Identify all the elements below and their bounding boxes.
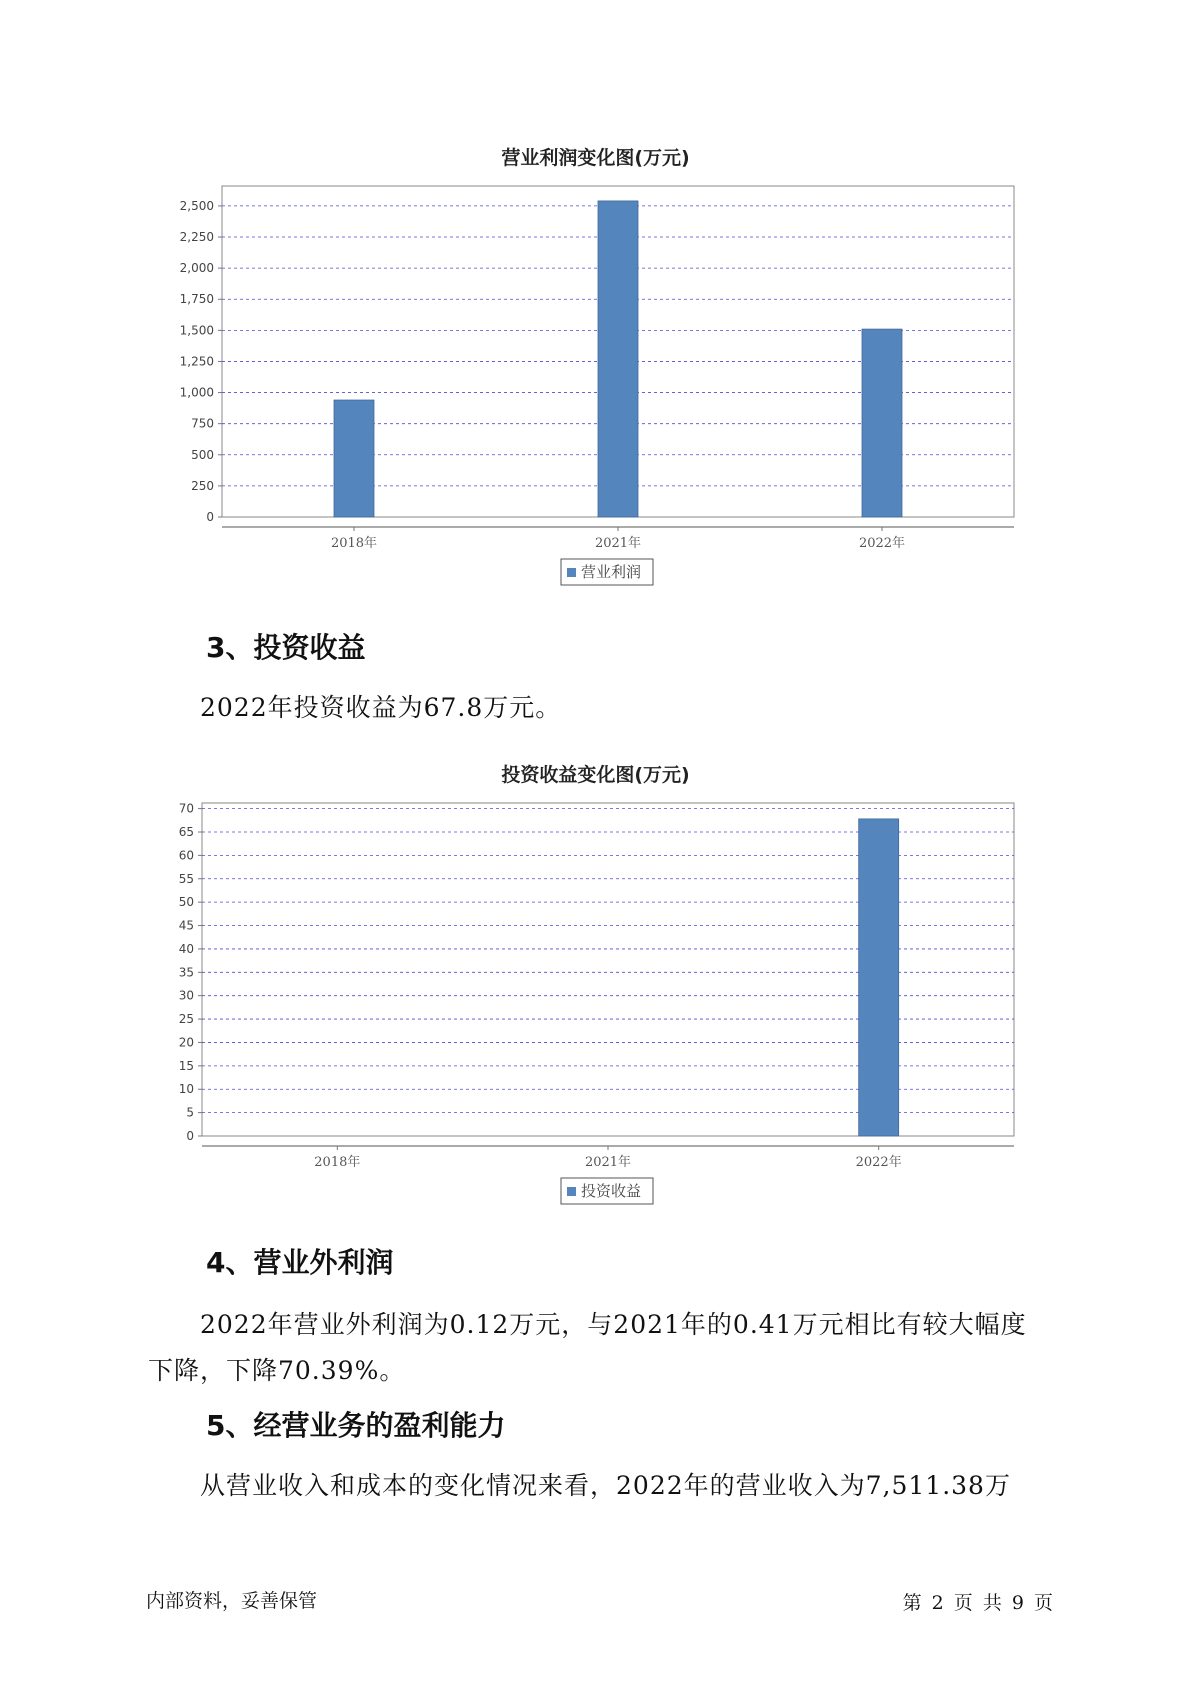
footer-confidential-note: 内部资料，妥善保管 [146, 1590, 318, 1612]
y-tick-label: 250 [191, 478, 214, 493]
y-tick-label: 10 [178, 1082, 194, 1097]
y-tick-label: 70 [178, 801, 194, 816]
y-tick-label: 2,000 [179, 261, 214, 276]
y-tick-label: 1,750 [179, 292, 214, 307]
section4-heading: 4、营业外利润 [206, 1246, 394, 1279]
legend-label: 营业利润 [581, 563, 642, 581]
y-tick-label: 500 [191, 447, 214, 462]
y-tick-label: 1,250 [179, 354, 214, 369]
footer-page-number: 第 2 页 共 9 页 [902, 1592, 1053, 1614]
x-category-label: 2018年 [314, 1155, 361, 1170]
y-tick-label: 2,500 [179, 198, 214, 213]
y-tick-label: 1,500 [179, 323, 214, 338]
y-tick-label: 45 [178, 918, 194, 933]
y-tick-label: 1,000 [179, 385, 214, 400]
chart2-title: 投资收益变化图(万元) [501, 764, 690, 786]
y-tick-label: 25 [178, 1012, 194, 1027]
chart1-operating-profit [0, 160, 1191, 600]
x-category-label: 2022年 [855, 1155, 902, 1170]
chart2-investment-income [0, 780, 1191, 1220]
y-tick-label: 0 [186, 1129, 194, 1143]
x-category-label: 2021年 [594, 536, 642, 551]
y-tick-label: 30 [178, 988, 194, 1003]
y-tick-label: 50 [178, 895, 194, 910]
y-tick-label: 55 [178, 871, 194, 886]
y-tick-label: 20 [178, 1035, 194, 1050]
section5-heading: 5、经营业务的盈利能力 [206, 1409, 506, 1442]
section4-text: 2022年营业外利润为0.12万元，与2021年的0.41万元相比有较大幅度下降，下降70.39%。 [148, 1310, 1027, 1385]
y-tick-label: 2,250 [179, 230, 214, 245]
legend-label: 投资收益 [581, 1182, 642, 1200]
section5-text: 从营业收入和成本的变化情况来看，2022年的营业收入为7,511.38万 [200, 1471, 1011, 1500]
bar-2022年 [859, 819, 899, 1136]
legend-swatch [567, 568, 576, 577]
section3-text: 2022年投资收益为67.8万元。 [200, 693, 562, 722]
y-tick-label: 15 [178, 1058, 194, 1073]
y-tick-label: 60 [178, 848, 194, 863]
y-tick-label: 0 [206, 510, 214, 524]
x-category-label: 2022年 [858, 536, 906, 551]
y-tick-label: 35 [178, 965, 194, 980]
section3-heading: 3、投资收益 [206, 631, 366, 664]
y-tick-label: 750 [191, 416, 214, 431]
bar-2022年 [862, 329, 902, 517]
y-tick-label: 65 [178, 824, 194, 839]
bar-2018年 [334, 400, 374, 517]
y-tick-label: 40 [178, 941, 194, 956]
bar-2021年 [598, 201, 638, 517]
chart1-title: 营业利润变化图(万元) [501, 147, 690, 169]
x-category-label: 2018年 [330, 536, 378, 551]
y-tick-label: 5 [186, 1105, 194, 1120]
x-category-label: 2021年 [584, 1155, 632, 1170]
legend-swatch [567, 1187, 576, 1196]
